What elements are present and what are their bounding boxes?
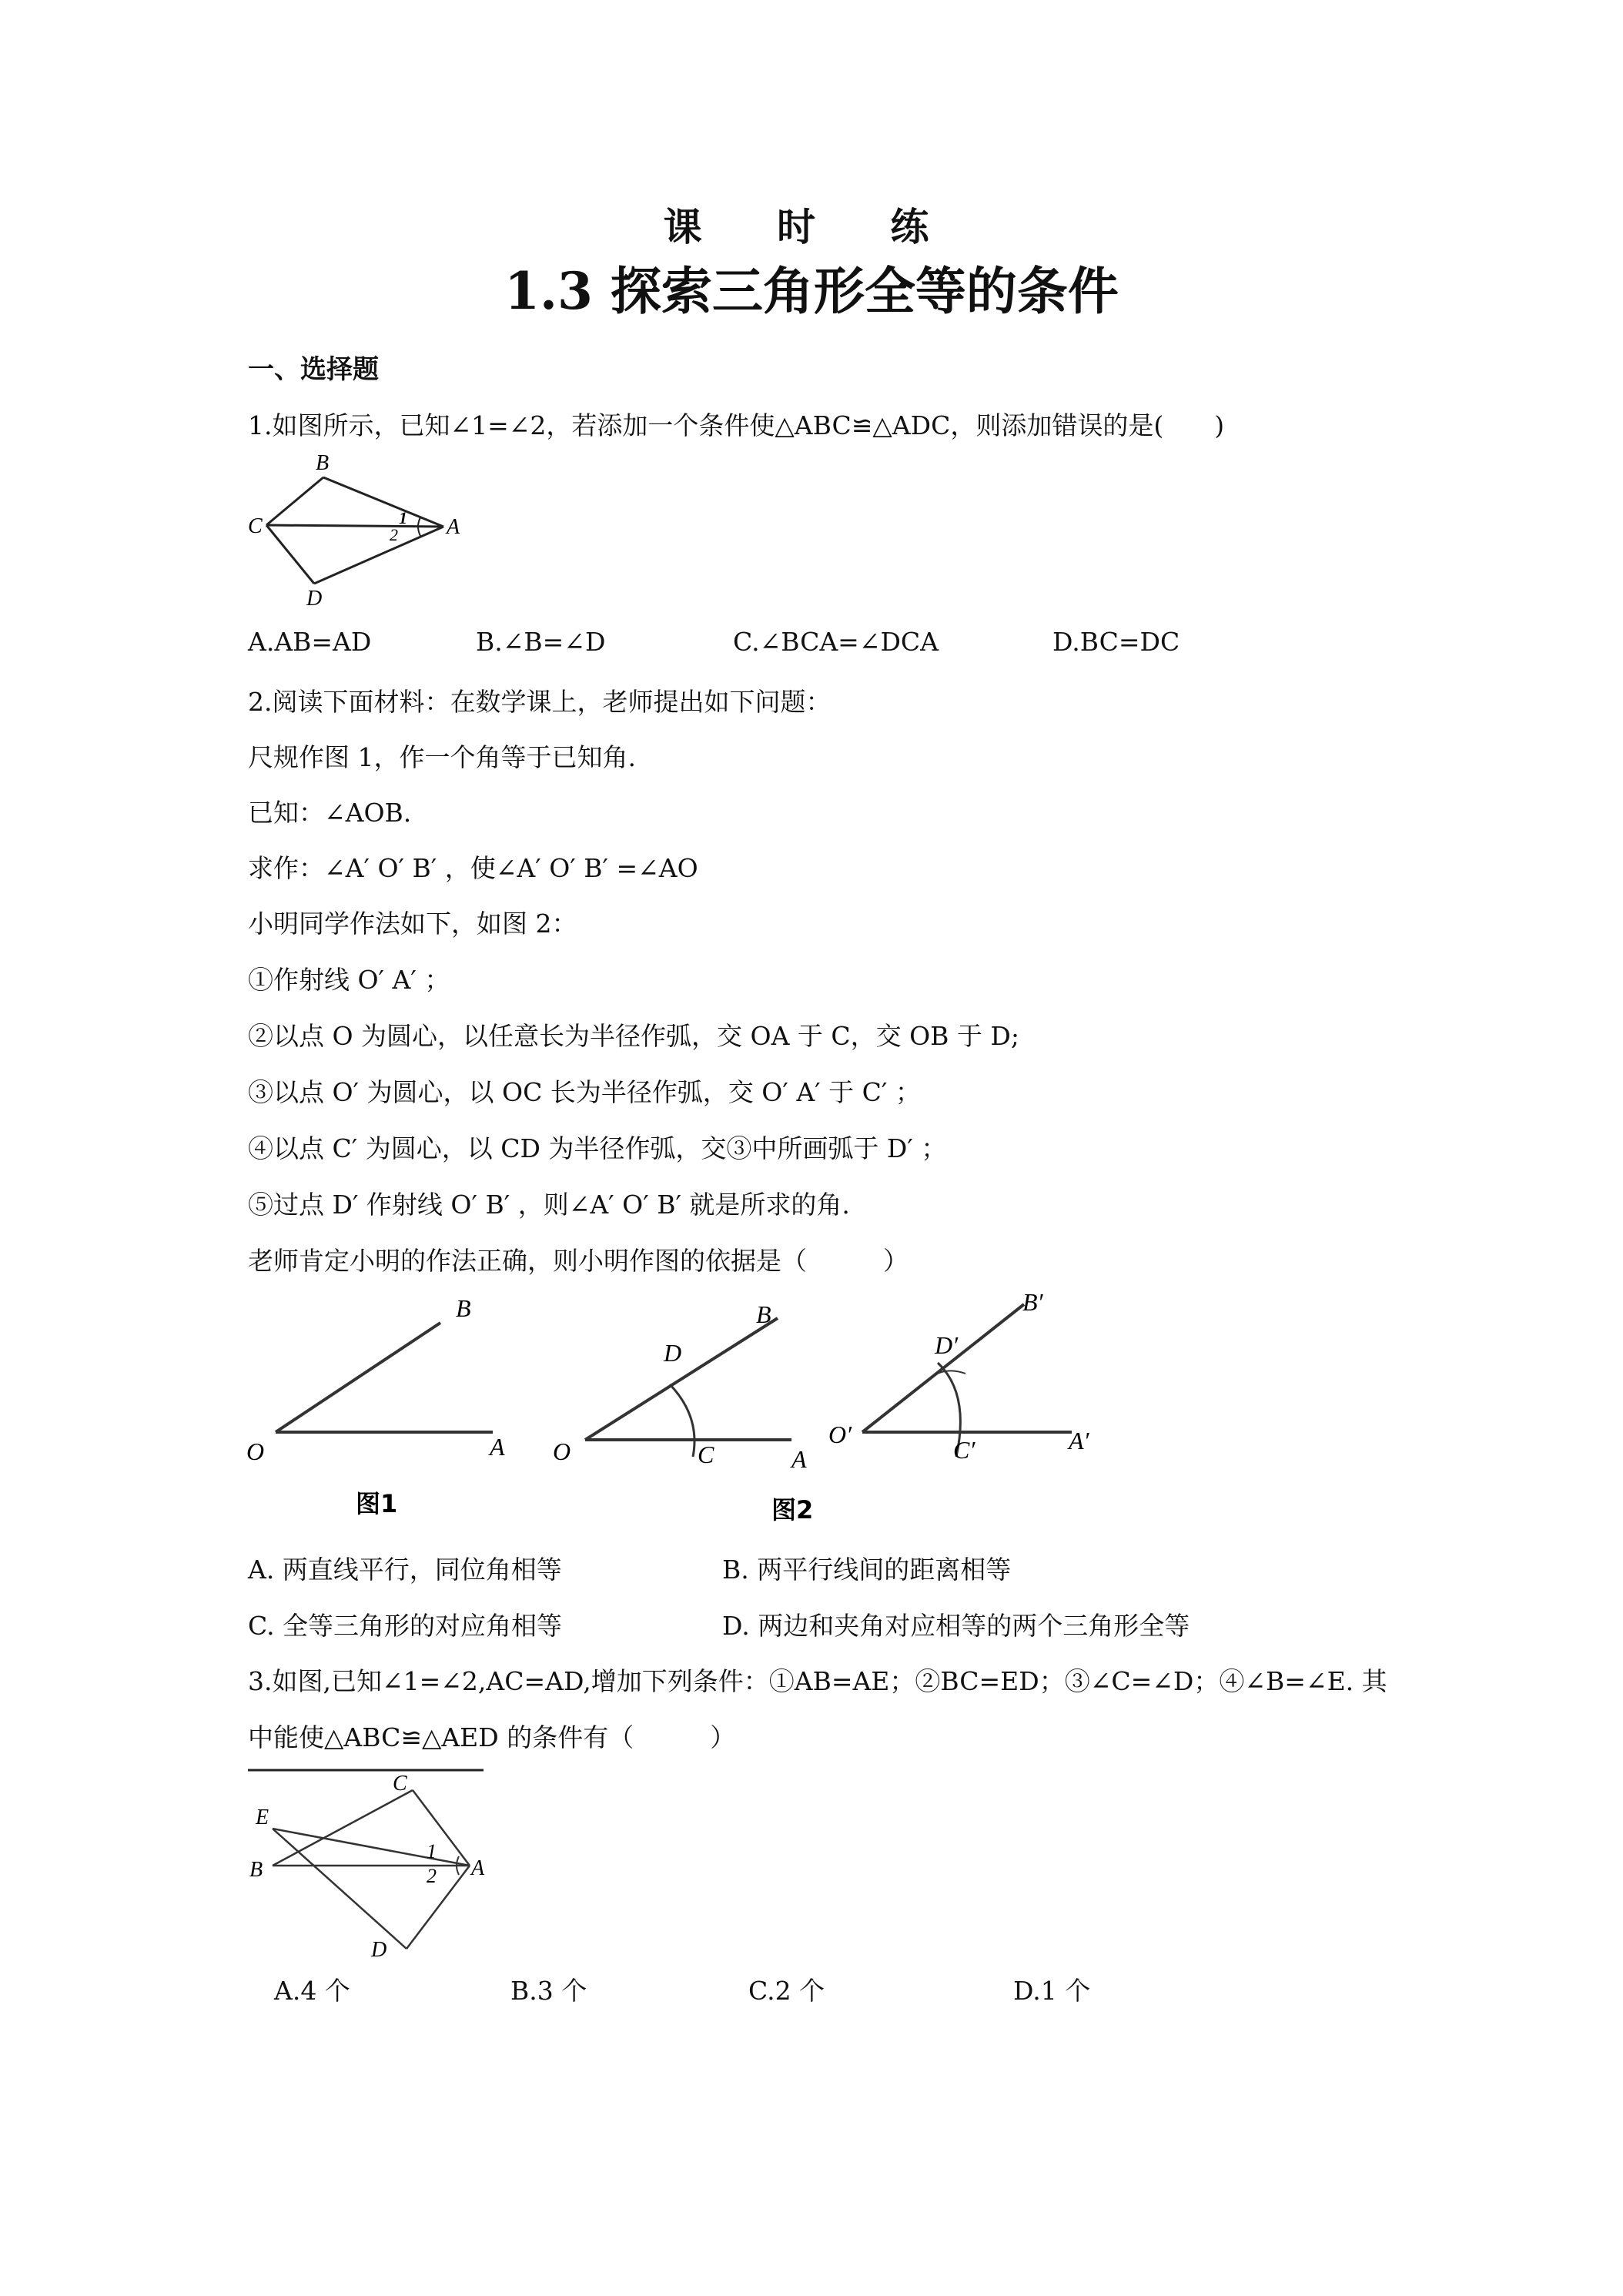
q3-option-c: C.2 个 [748,1976,825,2006]
fig2-label-c: C [698,1441,714,1468]
q1-stem: 1.如图所示，已知∠1=∠2，若添加一个条件使△ABC≌△ADC，则添加错误的是( ) [248,410,1225,440]
q1-label-2: 2 [390,525,398,544]
q2-figures [239,1278,1109,1540]
q1-label-b: B [316,454,330,475]
q3-line-1: 3.如图,已知∠1=∠2,AC=AD,增加下列条件：①AB=AE；②BC=ED；③∠C=∠D；④∠B=∠E. 其 [248,1666,1387,1696]
fig3-label-c: C′ [953,1436,975,1464]
q2-line-10: ⑤过点 D′ 作射线 O′ B′ ，则∠A′ O′ B′ 就是所求的角. [248,1190,850,1220]
q2-line-8: ③以点 O′ 为圆心，以 OC 长为半径作弧，交 O′ A′ 于 C′ ； [248,1077,921,1107]
q1-label-a: A [447,515,460,539]
fig1-label-o: O [246,1438,265,1465]
fig2-label-d: D [664,1339,682,1367]
q3-option-a: A.4 个 [274,1976,350,2006]
fig2-label-a: A [791,1445,807,1473]
fig2-caption: 图2 [771,1495,814,1525]
q3-figure [245,1759,499,1960]
fig3-label-d: D′ [935,1331,959,1359]
q2-line-1: 2.阅读下面材料：在数学课上，老师提出如下问题： [248,687,832,717]
q1-label-1: 1 [399,508,407,527]
q3-label-c: C [393,1772,407,1796]
q1-option-b: B.∠B=∠D [476,627,606,657]
fig3-label-a: A′ [1069,1427,1089,1454]
q3-option-d: D.1 个 [1013,1976,1091,2006]
lesson-title: 1.3 探索三角形全等的条件 [504,261,1119,321]
q2-line-2: 尺规作图 1，作一个角等于已知角. [248,742,636,772]
worksheet-title: 课 时 练 [663,204,960,249]
q1-option-a: A.AB=AD [248,627,372,657]
fig2-label-o: O [553,1438,571,1465]
q3-option-b: B.3 个 [510,1976,587,2006]
q2-line-11: 老师肯定小明的作法正确，则小明作图的依据是（ ） [248,1246,909,1276]
q2-line-6: ①作射线 O′ A′ ； [248,965,450,995]
q2-line-4: 求作：∠A′ O′ B′ ，使∠A′ O′ B′ =∠AO [248,853,698,883]
q1-option-c: C.∠BCA=∠DCA [733,627,939,657]
q1-label-c: C [248,514,263,538]
q1-option-d: D.BC=DC [1052,627,1180,657]
q2-option-d: D. 两边和夹角对应相等的两个三角形全等 [722,1611,1190,1641]
fig3-label-o: O′ [828,1421,852,1448]
fig1-caption: 图1 [356,1489,398,1518]
q2-line-7: ②以点 O 为圆心，以任意长为半径作弧，交 OA 于 C，交 OB 于 D; [248,1021,1019,1051]
q3-line-2: 中能使△ABC≌△AED 的条件有（ ） [248,1722,736,1752]
q3-label-e: E [256,1806,269,1829]
fig2-label-b: B [756,1300,771,1328]
q3-label-d: D [371,1938,387,1960]
q1-figure [245,454,468,608]
q2-line-5: 小明同学作法如下，如图 2： [248,909,577,939]
q2-option-b: B. 两平行线间的距离相等 [722,1555,1012,1585]
q3-label-b: B [249,1858,263,1882]
fig1-label-a: A [490,1433,505,1461]
q2-option-c: C. 全等三角形的对应角相等 [248,1611,563,1641]
section-heading: 一、选择题 [248,354,379,385]
fig1-label-b: B [456,1294,471,1322]
q3-label-2: 2 [427,1865,437,1887]
q2-option-a: A. 两直线平行，同位角相等 [248,1555,562,1585]
q2-line-9: ④以点 C′ 为圆心，以 CD 为半径作弧，交③中所画弧于 D′ ； [248,1133,947,1163]
q3-label-a: A [471,1856,485,1880]
fig3-label-b: B′ [1022,1288,1043,1316]
q1-label-d: D [306,587,323,608]
q3-label-1: 1 [427,1840,437,1863]
q2-line-3: 已知：∠AOB. [248,798,412,828]
